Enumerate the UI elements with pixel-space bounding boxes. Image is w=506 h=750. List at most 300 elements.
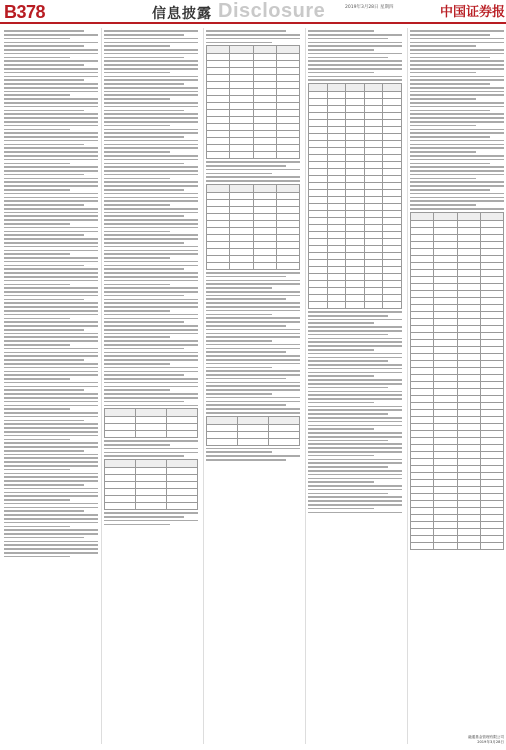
text-line [410,147,504,149]
table-cell [411,465,434,472]
table-cell [327,294,346,301]
text-line [4,253,70,255]
table-cell [480,269,503,276]
text-line [206,378,286,380]
table-cell [411,423,434,430]
text-line [4,529,98,531]
table-cell [480,472,503,479]
text-line [4,423,98,425]
table-cell [480,465,503,472]
table-cell [434,360,457,367]
table-cell [480,304,503,311]
table-cell [480,353,503,360]
table-cell [411,269,434,276]
table-cell [253,213,276,220]
table-cell [457,486,480,493]
table-cell [309,140,328,147]
table-cell [480,486,503,493]
text-line [206,389,300,391]
table-cell [364,182,383,189]
text-line [308,360,388,362]
table-cell [327,161,346,168]
table-cell [309,294,328,301]
text-line [206,459,286,461]
table-cell [457,542,480,549]
text-line [206,336,300,338]
text-line [410,79,504,81]
table-cell [276,199,299,206]
table-cell [230,227,253,234]
table-cell [253,152,276,159]
text-line [4,53,98,55]
table-cell [383,280,402,287]
text-line [4,476,98,478]
table-cell [327,83,346,91]
table-cell [276,241,299,248]
table-cell [411,346,434,353]
text-line [206,34,300,36]
text-line [4,250,98,252]
table-cell [480,220,503,227]
text-line [206,448,300,450]
text-line [4,174,84,176]
text-line [308,319,402,321]
text-line [104,212,198,214]
table-cell [480,521,503,528]
table-cell [230,206,253,213]
text-line [4,348,98,350]
table-cell [434,521,457,528]
text-line [104,223,198,225]
text-line [4,170,98,172]
table-cell [309,105,328,112]
table-cell [411,458,434,465]
text-line [410,42,504,44]
table-cell [383,112,402,119]
table-cell [309,189,328,196]
table-cell [309,161,328,168]
text-line [4,393,98,395]
text-line [206,310,300,312]
text-line [410,121,504,123]
table-cell [364,287,383,294]
text-line [206,344,300,346]
table-cell [434,500,457,507]
table-cell [167,417,198,424]
table-cell [364,217,383,224]
table-cell [207,131,230,138]
table-cell [327,273,346,280]
text-line [104,401,184,403]
text-line [104,321,184,323]
text-line [4,295,98,297]
table-cell [105,503,136,510]
text-line [4,87,98,89]
table-cell [480,227,503,234]
table-cell [480,367,503,374]
text-line [206,298,286,300]
text-line [4,427,98,429]
text-line [4,537,84,539]
table-cell [411,402,434,409]
text-line [104,159,198,161]
text-line [206,291,300,293]
table-cell [480,528,503,535]
text-line [104,83,184,85]
text-line [4,401,98,403]
text-line [308,34,402,36]
table-cell [327,182,346,189]
table-cell [364,238,383,245]
text-line [104,193,198,195]
table-cell [383,217,402,224]
table-cell [480,325,503,332]
text-line [4,204,84,206]
text-line [4,287,98,289]
text-line [104,405,198,407]
text-line [104,344,198,346]
table-cell [457,507,480,514]
table-cell [480,374,503,381]
table-cell [364,105,383,112]
text-line [104,110,184,112]
text-line [308,496,402,498]
table-cell [434,416,457,423]
text-line [4,193,98,195]
text-line [104,234,198,236]
text-line [4,374,98,376]
text-line [104,268,184,270]
table-cell [480,444,503,451]
table-cell [327,217,346,224]
text-line [206,325,286,327]
table-cell [276,46,299,54]
table-cell [327,189,346,196]
table-cell [276,68,299,75]
text-line [4,117,98,119]
text-line [410,174,504,176]
table-cell [105,417,136,424]
text-line [4,526,70,528]
table-cell [457,241,480,248]
table-cell [457,332,480,339]
table-cell [434,248,457,255]
text-line [410,140,504,142]
text-line [4,344,70,346]
table-cell [105,424,136,431]
table-cell [411,241,434,248]
table-cell [253,110,276,117]
table-cell [207,424,238,431]
table-cell [309,154,328,161]
table-cell [411,339,434,346]
text-line [4,325,98,327]
text-line [410,60,504,62]
table-cell [457,388,480,395]
table-cell [411,528,434,535]
text-line [104,325,198,327]
table-cell [434,283,457,290]
table-cell [207,262,230,269]
text-line [104,242,184,244]
table-cell [480,332,503,339]
text-line [308,311,402,313]
table-cell [411,381,434,388]
text-line [104,444,170,446]
table-cell [411,290,434,297]
text-line [308,436,402,438]
table-cell [480,423,503,430]
table-cell [276,184,299,192]
table-cell [230,213,253,220]
text-line [4,49,98,51]
table-cell [434,472,457,479]
table-cell [411,304,434,311]
text-line [308,440,388,442]
table-cell [167,460,198,468]
text-line [308,341,402,343]
table-cell [480,409,503,416]
table-cell [276,220,299,227]
table-cell [309,238,328,245]
text-line [4,212,98,214]
text-line [410,166,504,168]
text-line [104,355,198,357]
text-line [4,412,98,414]
text-line [4,234,84,236]
table-cell [480,542,503,549]
text-line [4,397,98,399]
table-cell [411,472,434,479]
text-line [308,330,402,332]
table-cell [383,147,402,154]
table-cell [411,283,434,290]
text-line [4,159,98,161]
text-line [4,110,84,112]
text-line [104,367,198,369]
table-cell [480,458,503,465]
text-line [410,189,490,191]
text-line [104,121,198,123]
text-line [308,334,388,336]
text-line [308,425,402,427]
table-cell [434,269,457,276]
table-cell [383,154,402,161]
text-line [104,147,198,149]
table-cell [230,75,253,82]
text-line [410,208,504,210]
table-cell [434,374,457,381]
text-line [410,144,504,146]
text-line [206,351,286,353]
text-line [4,367,98,369]
text-line [104,253,198,255]
text-line [410,170,504,172]
table-cell [480,283,503,290]
text-line [4,492,98,494]
text-line [4,302,98,304]
table-cell [383,83,402,91]
text-line [308,432,402,434]
text-line [4,246,98,248]
table-cell [136,496,167,503]
table-cell [383,224,402,231]
table-cell [253,103,276,110]
table-cell [346,189,365,196]
text-line [308,353,402,355]
text-line [104,371,198,373]
table-cell [383,266,402,273]
table-cell [364,91,383,98]
text-line [104,295,184,297]
table-cell [411,227,434,234]
text-line [410,91,504,93]
table-cell [230,82,253,89]
table-cell [346,273,365,280]
text-line [308,504,402,506]
text-line [206,385,300,387]
table-cell [276,138,299,145]
table-cell [346,119,365,126]
text-line [104,512,198,514]
masthead [0,0,506,24]
text-line [308,489,402,491]
text-line [410,49,504,51]
table-cell [105,489,136,496]
table-cell [230,96,253,103]
table-cell [457,367,480,374]
table-cell [327,154,346,161]
table-cell [167,503,198,510]
table-cell [253,89,276,96]
table-cell [309,175,328,182]
table-cell [480,493,503,500]
table-cell [346,259,365,266]
text-line [4,420,84,422]
text-line [104,452,198,454]
text-line [308,315,388,317]
table-cell [346,175,365,182]
text-line [104,378,198,380]
table-cell [346,112,365,119]
paper-name: 中国证券报 [440,5,506,20]
text-line [104,448,198,450]
text-line [206,397,300,399]
text-line [104,284,170,286]
table [206,45,300,159]
table-cell [480,402,503,409]
table-cell [364,196,383,203]
table-cell [364,210,383,217]
table-cell [230,199,253,206]
text-line [308,455,374,457]
table-cell [346,294,365,301]
table-cell [457,395,480,402]
text-line [104,155,198,157]
table-cell [434,227,457,234]
table-cell [411,535,434,542]
table-cell [276,152,299,159]
text-line [410,83,490,85]
text-line [308,68,402,70]
table-cell [253,206,276,213]
text-line [104,181,198,183]
table-cell [457,451,480,458]
text-line [4,533,98,535]
text-line [4,231,98,233]
text-line [308,413,388,415]
table-cell [457,262,480,269]
table-cell [364,231,383,238]
text-line [4,291,98,293]
table-cell [276,255,299,262]
text-line [308,417,402,419]
text-line [104,53,198,55]
table-cell [364,98,383,105]
table-cell [383,287,402,294]
text-line [206,451,272,453]
table-cell [230,184,253,192]
text-line [104,68,198,70]
table-cell [253,220,276,227]
table-cell [230,241,253,248]
text-line [206,30,286,32]
table-cell [434,297,457,304]
text-line [4,522,98,524]
text-line [4,548,98,550]
table-cell [167,468,198,475]
text-line [104,140,198,142]
text-line [4,280,98,282]
text-line [308,485,402,487]
text-line [104,219,198,221]
text-line [104,257,170,259]
table-cell [457,276,480,283]
text-line [4,60,98,62]
table-cell [434,458,457,465]
table-cell [480,339,503,346]
text-line [4,94,70,96]
table-cell [364,168,383,175]
table-cell [207,192,230,199]
table-cell [230,46,253,54]
table-cell [327,203,346,210]
table-cell [457,500,480,507]
text-line [206,280,300,282]
table-cell [411,374,434,381]
text-line [206,42,272,44]
text-line [4,155,98,157]
table-cell [346,161,365,168]
table-cell [411,220,434,227]
text-line [4,121,98,123]
table [104,408,198,438]
text-line [308,421,402,423]
column-3 [206,28,300,744]
table-cell [411,212,434,220]
table [104,459,198,510]
table-cell [309,203,328,210]
table-cell [309,280,328,287]
table-cell [383,126,402,133]
column-divider [101,28,102,744]
table-cell [230,145,253,152]
table-cell [327,231,346,238]
table-cell [411,500,434,507]
table-cell [434,304,457,311]
text-line [206,359,300,361]
table-cell [136,482,167,489]
